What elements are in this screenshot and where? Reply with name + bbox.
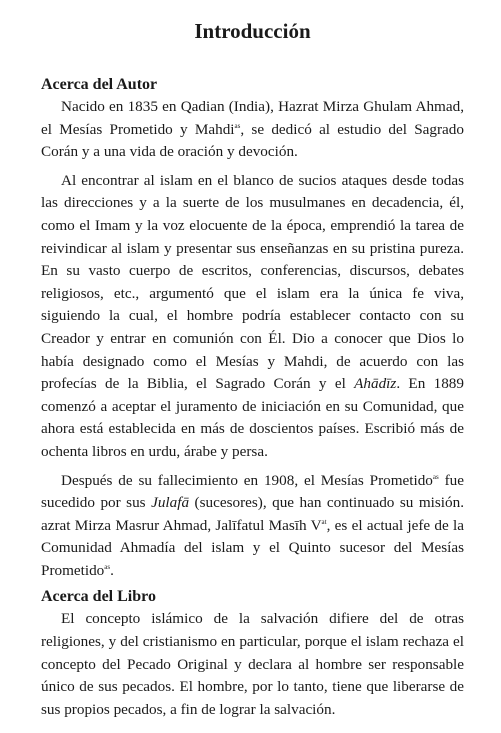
text-run: . [110,561,114,579]
text-run: (sucesores), que han continuado su misión. azrat Mirza Masrur Ahmad, Jalīfatul Masīh V [41,494,464,534]
honorific-superscript: at [321,517,327,526]
section-heading-author: Acerca del Autor [41,76,158,93]
author-paragraph-2 [41,170,464,464]
book-paragraph-1 [41,608,464,721]
text-run: , es el actual jefe de la Comunidad Ahmadía del islam y el Quinto sucesor del Mesías Prometido [41,516,464,579]
text-run: Después de su fallecimiento en 1908, el Mesías Prometido [61,471,433,489]
honorific-superscript: as [432,472,439,481]
italic-term: Ahādīz [354,375,397,393]
honorific-superscript: as [234,121,241,130]
honorific-superscript: as [104,562,111,571]
author-paragraph-3 [41,470,464,583]
text-run: Al encontrar al islam en el blanco de sucios ataques desde todas las direcciones y a la suerte de los musulmanes en decadencia, él, como el Imam y la voz elocuente de la época, emprendió la tarea de reivindicar al islam y presentar sus enseñanzas en su pristina pureza. En su vasto cuerpo de escritos, conferencias, discursos, debates religiosos, etc., argumentó que el islam era la única fe viva, siguiendo la cual, el hombre podría establecer contacto con su Creador y entrar en comunión con Él. Dio a conocer que Dios lo había designado como el Mesías y Mahdi, de acuerdo con las profecías de la Biblia, el Sagrado Corán y el [41,171,464,393]
author-paragraph-1 [41,96,464,164]
text-run: El concepto islámico de la salvación difiere del de otras religiones, y del cristianismo en particular, porque el islam rechaza el concepto del Pecado Original y declara al hombre ser responsable único de sus pecados. El hombre, por lo tanto, tiene que liberarse de sus propios pecados, a fin de lograr la salvación. [41,610,464,718]
text-run: , se dedicó al estudio del Sagrado Corán y a una vida de oración y devoción. [41,120,464,161]
text-run: Nacido en 1835 en Qadian (India), Hazrat Mirza Ghulam Ahmad, el Mesías Prometido y Mahdi [41,98,464,138]
page-title: Introducción [194,19,311,43]
text-run: . En 1889 comenzó a aceptar el juramento de iniciación en su Comunidad, que ahora está establecida en más de doscientos países. Escribió más de ochenta libros en urdu, árabe y persa. [41,375,464,460]
section-heading-book: Acerca del Libro [41,588,156,606]
italic-term: Julafā [151,494,190,512]
text-run: fue sucedido por sus [41,471,464,512]
